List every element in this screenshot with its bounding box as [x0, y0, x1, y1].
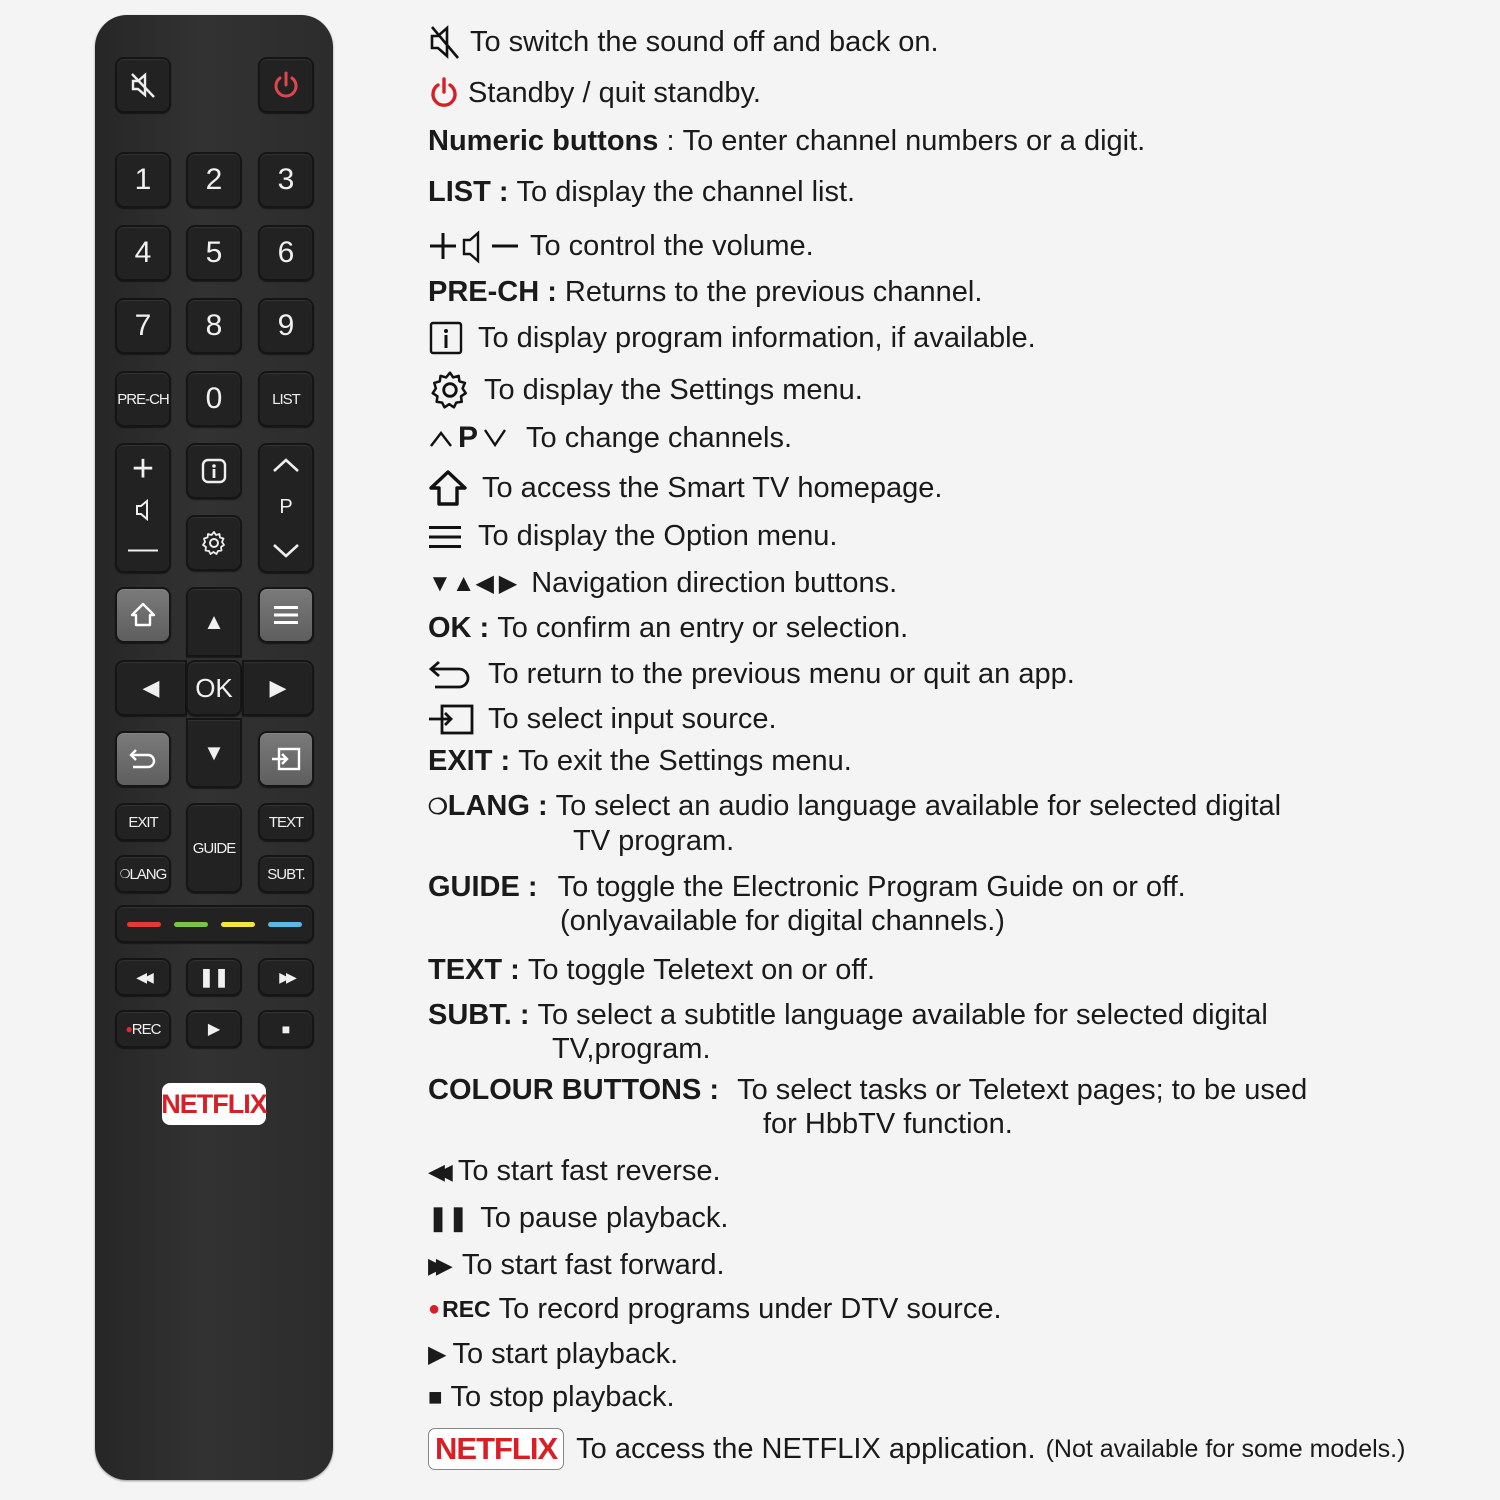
number-1-button[interactable]: 1 — [115, 152, 171, 208]
legend-settings — [428, 368, 863, 412]
navigation-arrows-icon: ▼▲◀ ▶ — [428, 570, 518, 597]
options-menu-button[interactable] — [258, 587, 314, 643]
legend-text: To control the volume. — [530, 229, 814, 262]
legend-text: To enter channel numbers or a digit. — [682, 125, 1146, 157]
legend-guide — [428, 871, 1186, 904]
pause-icon: ❚❚ — [198, 966, 230, 987]
legend-text: To toggle the Electronic Program Guide on or off. — [557, 871, 1186, 903]
stop-icon: ■ — [281, 1021, 291, 1037]
mute-icon — [428, 24, 462, 60]
legend-text: To select a subtitle language available for selected digital — [537, 999, 1268, 1031]
legend-text: To access the NETFLIX application. — [576, 1432, 1036, 1465]
legend-text: Navigation direction buttons. — [531, 567, 898, 599]
mute-icon — [128, 70, 158, 100]
legend-key: P — [458, 421, 479, 454]
legend-key: REC — [442, 1296, 491, 1322]
legend-power — [428, 76, 761, 110]
legend-text: Returns to the previous channel. — [564, 276, 983, 308]
channel-up-icon[interactable] — [271, 457, 301, 473]
legend-colour-continued: for HbbTV function. — [763, 1108, 1013, 1140]
settings-icon — [428, 368, 472, 412]
legend-key: SUBT. : — [428, 999, 530, 1031]
volume-rocker[interactable] — [115, 443, 171, 573]
ok-button[interactable]: OK — [186, 660, 242, 716]
legend-key: GUIDE : — [428, 871, 538, 903]
home-icon — [428, 469, 468, 507]
back-icon — [428, 659, 472, 691]
legend-text: To display the Option menu. — [478, 520, 838, 552]
settings-icon — [200, 529, 228, 557]
guide-button[interactable]: GUIDE — [186, 803, 242, 893]
power-icon — [270, 69, 302, 101]
volume-icon — [428, 228, 522, 264]
rewind-button[interactable] — [115, 958, 171, 996]
red-button[interactable] — [127, 922, 161, 927]
text-button[interactable]: TEXT — [258, 803, 314, 841]
stop-icon: ■ — [428, 1383, 443, 1411]
legend-key: TEXT : — [428, 954, 520, 986]
legend-exit — [428, 745, 852, 778]
legend-key: OK : — [428, 612, 490, 644]
fast-forward-button[interactable] — [258, 958, 314, 996]
legend-rewind — [428, 1155, 721, 1188]
left-arrow-icon: ◀ — [142, 675, 160, 700]
legend-text: To return to the previous menu or quit an app. — [488, 658, 1075, 690]
legend-volume — [428, 228, 814, 264]
subtitle-button[interactable]: SUBT. — [258, 855, 314, 893]
lang-button[interactable] — [115, 855, 171, 893]
green-button[interactable] — [174, 922, 208, 927]
lang-label: LANG — [129, 865, 167, 883]
input-source-icon — [428, 702, 474, 736]
volume-down-icon[interactable]: — — [128, 532, 158, 566]
stop-button[interactable] — [258, 1010, 314, 1048]
legend-fast-forward — [428, 1249, 725, 1282]
legend-key: LIST : — [428, 176, 509, 208]
rec-label: REC — [131, 1020, 161, 1038]
number-7-button[interactable]: 7 — [115, 298, 171, 354]
number-6-button[interactable]: 6 — [258, 225, 314, 281]
menu-icon — [428, 522, 462, 552]
number-3-button[interactable]: 3 — [258, 152, 314, 208]
legend-text: Standby / quit standby. — [468, 76, 761, 109]
prech-button[interactable]: PRE-CH — [115, 371, 171, 427]
legend-mute — [428, 24, 939, 60]
fast-forward-icon: ▶▶ — [279, 968, 293, 985]
audio-lang-icon: ❍ — [119, 867, 130, 881]
record-icon: ● — [125, 1022, 132, 1036]
legend-navigation — [428, 567, 897, 600]
play-button[interactable] — [186, 1010, 242, 1048]
number-5-button[interactable]: 5 — [186, 225, 242, 281]
legend-netflix — [428, 1428, 1405, 1470]
legend-text: To access the Smart TV homepage. — [482, 471, 943, 504]
back-button[interactable] — [115, 731, 171, 787]
legend-prech — [428, 276, 982, 309]
number-9-button[interactable]: 9 — [258, 298, 314, 354]
legend-text: To record programs under DTV source. — [498, 1293, 1002, 1325]
legend-text: To start fast reverse. — [457, 1155, 721, 1187]
legend-text: To display program information, if available. — [478, 321, 1036, 354]
legend-text: To select an audio language available for selected digital — [555, 790, 1282, 822]
legend-options — [428, 520, 837, 553]
legend-input — [428, 702, 777, 736]
legend-subt — [428, 999, 1268, 1032]
up-arrow-icon: ▲ — [203, 609, 225, 634]
remote-control — [95, 15, 333, 1480]
channel-rocker[interactable] — [258, 443, 314, 573]
legend-pause — [428, 1202, 729, 1235]
number-0-button[interactable]: 0 — [186, 371, 242, 427]
speaker-icon — [134, 499, 152, 521]
legend-key: EXIT : — [428, 745, 511, 777]
mute-button[interactable] — [115, 57, 171, 113]
legend-key: Numeric buttons — [428, 125, 659, 157]
legend-text: To change channels. — [526, 421, 793, 454]
colour-buttons — [115, 905, 314, 943]
list-button[interactable]: LIST — [258, 371, 314, 427]
info-button[interactable] — [186, 443, 242, 499]
yellow-button[interactable] — [221, 922, 255, 927]
pause-button[interactable] — [186, 958, 242, 996]
legend-numeric — [428, 125, 1145, 158]
legend-note: (Not available for some models.) — [1045, 1434, 1406, 1463]
channel-label: P — [279, 496, 293, 519]
legend-text: To display the Settings menu. — [484, 373, 863, 406]
legend-text: To stop playback. — [450, 1381, 675, 1413]
legend-info — [428, 320, 1036, 356]
power-icon — [428, 76, 460, 110]
legend-list — [428, 176, 855, 209]
number-2-button[interactable]: 2 — [186, 152, 242, 208]
legend-guide-continued: (onlyavailable for digital channels.) — [560, 905, 1005, 937]
legend-text: To select input source. — [488, 702, 777, 735]
power-button[interactable] — [258, 57, 314, 113]
input-source-icon — [270, 745, 302, 773]
legend-lang-continued: TV program. — [573, 825, 735, 857]
legend-stop — [428, 1381, 675, 1414]
legend-text: To pause playback. — [480, 1202, 729, 1234]
netflix-logo: NETFLIX — [428, 1428, 564, 1470]
record-button[interactable] — [115, 1010, 171, 1048]
home-icon — [128, 600, 158, 630]
legend-key: COLOUR BUTTONS : — [428, 1074, 720, 1106]
rewind-icon: ◀◀ — [428, 1158, 444, 1184]
legend-sep: : — [658, 125, 683, 157]
input-source-button[interactable] — [258, 731, 314, 787]
play-icon: ▶ — [428, 1341, 447, 1368]
audio-lang-icon: ❍ — [428, 793, 448, 819]
info-icon — [428, 320, 464, 356]
legend-key: LANG : — [447, 790, 548, 822]
menu-icon — [272, 603, 300, 627]
channel-down-icon[interactable] — [271, 543, 301, 559]
legend-text: To exit the Settings menu. — [518, 745, 852, 777]
legend-text: To start fast forward. — [461, 1249, 725, 1281]
legend-play — [428, 1338, 678, 1371]
home-button[interactable] — [115, 587, 171, 643]
fast-forward-icon: ▶▶ — [428, 1252, 444, 1278]
legend-text: To start playback. — [452, 1338, 679, 1370]
pause-icon: ❚❚ — [428, 1205, 469, 1232]
number-8-button[interactable]: 8 — [186, 298, 242, 354]
legend-lang — [428, 790, 1281, 823]
record-icon: ● — [428, 1298, 441, 1320]
legend-subt-continued: TV,program. — [552, 1033, 711, 1065]
channel-updown-icon — [428, 421, 508, 455]
down-button[interactable] — [186, 718, 242, 788]
legend-ok — [428, 612, 908, 645]
legend-text: To toggle Teletext on or off. — [527, 954, 876, 986]
exit-button[interactable]: EXIT — [115, 803, 171, 841]
legend-record — [428, 1293, 1002, 1326]
legend-text: To confirm an entry or selection. — [497, 612, 909, 644]
legend-text-button — [428, 954, 875, 987]
legend-channel — [428, 421, 792, 455]
legend-text: To display the channel list. — [516, 176, 856, 208]
blue-button[interactable] — [268, 922, 302, 927]
netflix-button[interactable]: NETFLIX — [162, 1083, 266, 1125]
back-icon — [128, 746, 158, 772]
down-arrow-icon: ▼ — [203, 740, 225, 765]
right-button[interactable] — [242, 660, 314, 716]
legend-key: PRE-CH : — [428, 276, 557, 308]
rewind-icon: ◀◀ — [136, 968, 150, 985]
right-arrow-icon: ▶ — [269, 675, 287, 700]
info-icon — [200, 457, 228, 485]
up-button[interactable] — [186, 587, 242, 657]
volume-up-icon[interactable]: + — [131, 447, 155, 490]
legend-home — [428, 469, 942, 507]
legend-text: To switch the sound off and back on. — [470, 25, 939, 58]
number-4-button[interactable]: 4 — [115, 225, 171, 281]
left-button[interactable] — [115, 660, 187, 716]
legend-text: To select tasks or Teletext pages; to be used — [737, 1074, 1308, 1106]
settings-button[interactable] — [186, 515, 242, 571]
play-icon: ▶ — [207, 1021, 221, 1038]
legend-colour — [428, 1074, 1307, 1107]
legend-back — [428, 658, 1075, 691]
